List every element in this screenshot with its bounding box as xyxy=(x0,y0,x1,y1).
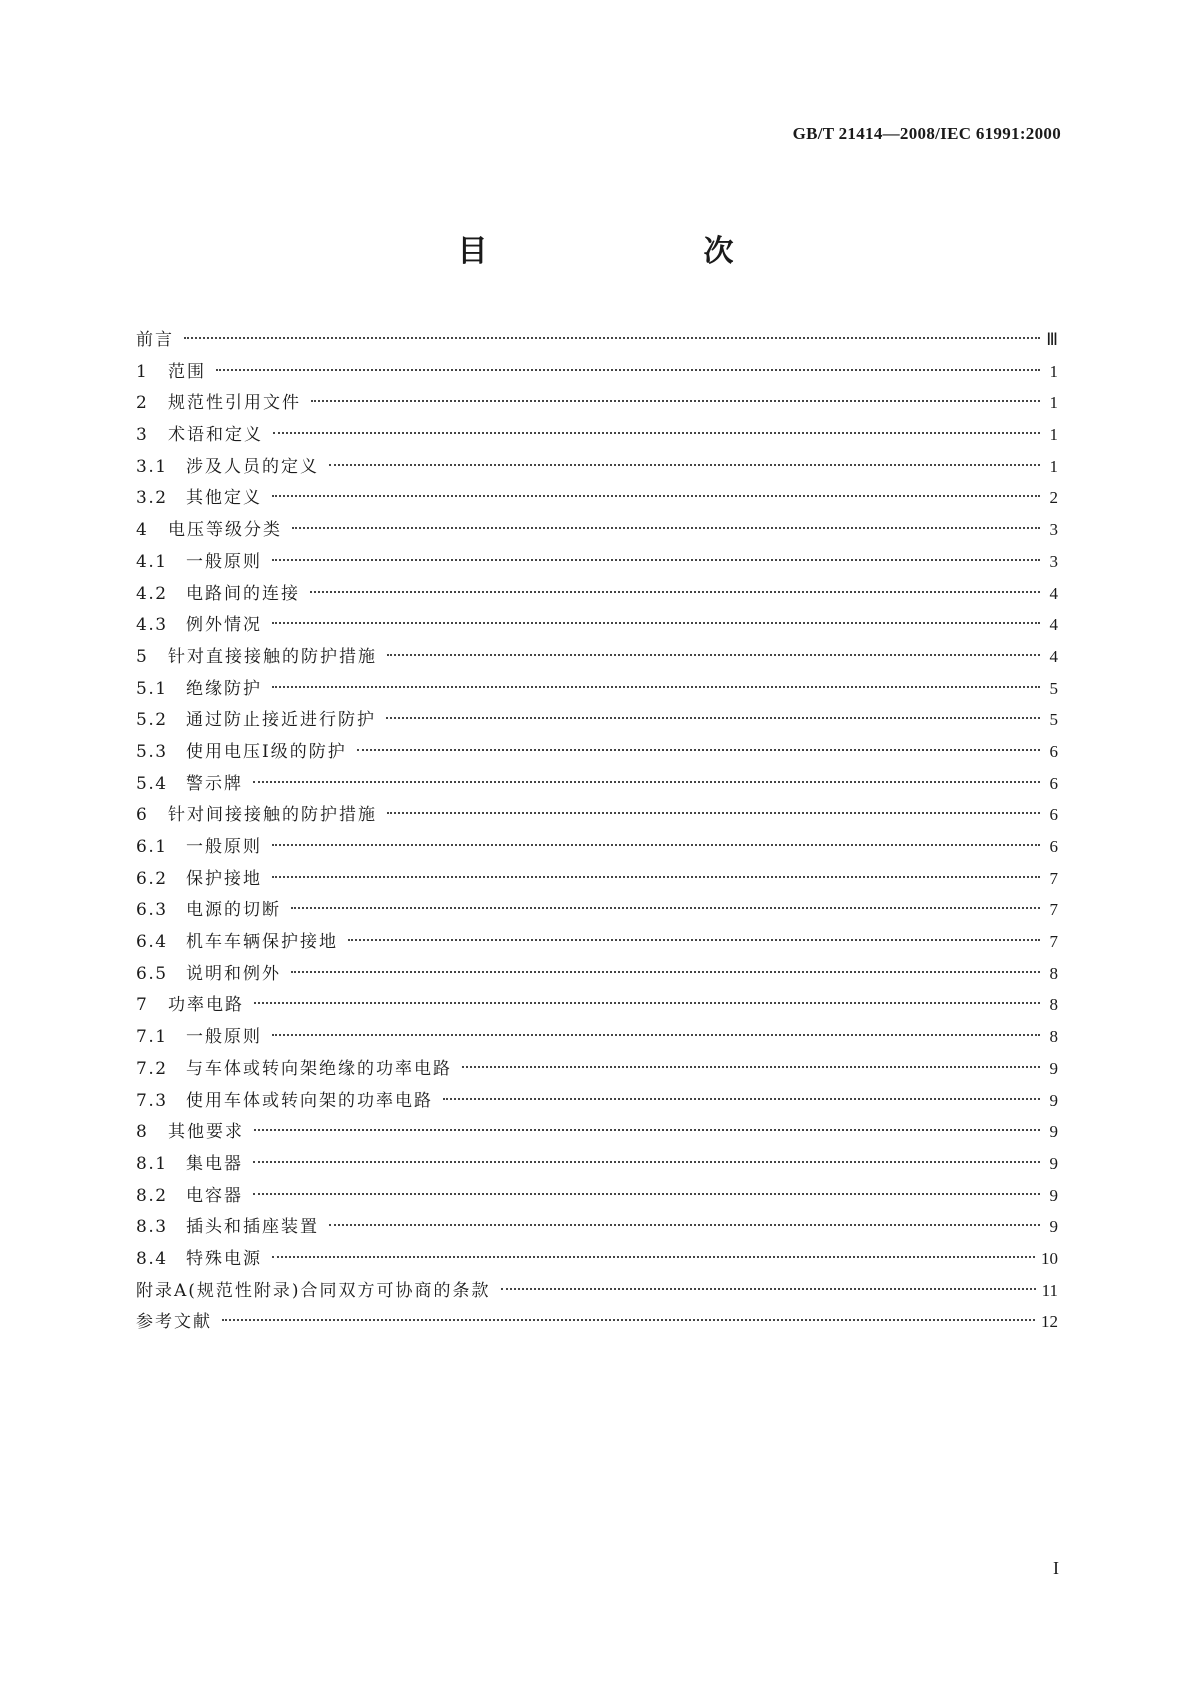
toc-entry-page: Ⅲ xyxy=(1046,330,1058,349)
toc-entry-label: 插头和插座装置 xyxy=(186,1217,319,1238)
dot-leader xyxy=(272,1034,1040,1036)
toc-entry[interactable] xyxy=(136,863,1058,895)
toc-entry[interactable] xyxy=(136,451,1058,483)
toc-entry-page: 9 xyxy=(1049,1185,1058,1205)
standard-code: GB/T 21414—2008/IEC 61991:2000 xyxy=(792,124,1061,143)
toc-entry[interactable] xyxy=(136,609,1058,641)
toc-entry-page: 7 xyxy=(1049,900,1058,920)
toc-entry-number: 8 xyxy=(136,1122,149,1143)
toc-entry-page: 9 xyxy=(1049,1122,1058,1142)
toc-entry-label: 使用电压Ⅰ级的防护 xyxy=(186,741,347,762)
dot-leader xyxy=(253,1193,1040,1195)
toc-entry-page: 8 xyxy=(1049,995,1058,1015)
dot-leader xyxy=(387,812,1040,814)
toc-entry[interactable] xyxy=(136,989,1058,1021)
toc-entry-label: 其他要求 xyxy=(168,1122,244,1143)
dot-leader xyxy=(387,654,1040,656)
toc-entry[interactable] xyxy=(136,387,1058,419)
toc-entry-page: 4 xyxy=(1049,646,1058,666)
toc-entry-page: 3 xyxy=(1049,551,1058,571)
toc-entry[interactable] xyxy=(136,419,1058,451)
toc-entry-label: 规范性引用文件 xyxy=(168,393,301,414)
toc-entry-number: 5.1 xyxy=(136,678,168,699)
toc-entry-label: 功率电路 xyxy=(168,995,244,1016)
toc-entry-number: 5.2 xyxy=(136,710,168,731)
toc-entry-page: 4 xyxy=(1049,615,1058,635)
dot-leader xyxy=(329,1224,1040,1226)
dot-leader xyxy=(462,1066,1040,1068)
dot-leader xyxy=(254,1129,1040,1131)
dot-leader xyxy=(273,432,1040,434)
dot-leader xyxy=(222,1319,1035,1321)
toc-entry[interactable] xyxy=(136,1243,1058,1275)
dot-leader xyxy=(253,1161,1040,1163)
toc-entry-label: 范围 xyxy=(168,361,206,382)
toc-entry-page: 4 xyxy=(1049,583,1058,603)
toc-entry-label: 一般原则 xyxy=(186,1027,262,1048)
toc-entry-number: 6 xyxy=(136,805,149,826)
toc-entry-label: 集电器 xyxy=(186,1153,243,1174)
toc-entry[interactable] xyxy=(136,799,1058,831)
toc-entry-number: 7.2 xyxy=(136,1058,168,1079)
toc-entry[interactable] xyxy=(136,1116,1058,1148)
toc-entry-page: 6 xyxy=(1049,741,1058,761)
toc-entry-page: 6 xyxy=(1049,773,1058,793)
toc-entry-label: 一般原则 xyxy=(186,551,262,572)
toc-entry-page: 8 xyxy=(1049,963,1058,983)
dot-leader xyxy=(386,717,1040,719)
toc-entry-page: 1 xyxy=(1049,425,1058,445)
toc-entry-page: 9 xyxy=(1049,1090,1058,1110)
dot-leader xyxy=(272,495,1040,497)
toc-entry-label: 通过防止接近进行防护 xyxy=(186,710,376,731)
toc-entry-page: 2 xyxy=(1049,488,1058,508)
toc-entry-page: 3 xyxy=(1049,520,1058,540)
toc-entry-number: 6.4 xyxy=(136,932,168,953)
dot-leader xyxy=(357,749,1040,751)
toc-entry-page: 7 xyxy=(1049,932,1058,952)
toc-entry-number: 2 xyxy=(136,393,149,414)
toc-entry-number: 8.4 xyxy=(136,1248,168,1269)
dot-leader xyxy=(291,907,1040,909)
toc-entry[interactable] xyxy=(136,1021,1058,1053)
toc-entry-number: 8.1 xyxy=(136,1153,168,1174)
toc-entry[interactable] xyxy=(136,1306,1058,1338)
dot-leader xyxy=(272,559,1040,561)
toc-entry-label: 前言 xyxy=(136,330,174,350)
toc-entry[interactable] xyxy=(136,894,1058,926)
toc-entry-label: 电源的切断 xyxy=(186,900,281,921)
toc-entry[interactable] xyxy=(136,1148,1058,1180)
toc-entry-number: 8.2 xyxy=(136,1185,168,1206)
toc-entry-label: 针对直接接触的防护措施 xyxy=(168,646,377,667)
toc-entry[interactable] xyxy=(136,578,1058,610)
toc-entry-label: 术语和定义 xyxy=(168,425,263,446)
toc-entry[interactable] xyxy=(136,1275,1058,1307)
dot-leader xyxy=(272,686,1040,688)
toc-entry-label: 附录A(规范性附录)合同双方可协商的条款 xyxy=(136,1280,491,1301)
toc-entry-label: 参考文献 xyxy=(136,1312,212,1333)
toc-entry[interactable] xyxy=(136,926,1058,958)
toc-entry-label: 电路间的连接 xyxy=(186,583,300,604)
toc-entry[interactable] xyxy=(136,1180,1058,1212)
toc-entry-number: 4.3 xyxy=(136,615,168,636)
toc-entry-label: 一般原则 xyxy=(186,837,262,857)
toc-entry-number: 7 xyxy=(136,995,149,1016)
dot-leader xyxy=(291,971,1040,973)
toc-entry-number: 5.3 xyxy=(136,741,168,762)
toc-entry-label: 电容器 xyxy=(186,1185,243,1206)
toc-entry[interactable] xyxy=(136,958,1058,990)
dot-leader xyxy=(272,1256,1035,1258)
toc-entry-label: 警示牌 xyxy=(186,773,243,794)
dot-leader xyxy=(253,781,1040,783)
toc-entry-label: 说明和例外 xyxy=(186,963,281,984)
toc-entry-label: 机车车辆保护接地 xyxy=(186,932,338,953)
toc-entry-page: 1 xyxy=(1049,456,1058,476)
toc-title: 目 次 xyxy=(457,234,786,269)
toc-entry-page: 9 xyxy=(1049,1058,1058,1078)
toc-entry-label: 使用车体或转向架的功率电路 xyxy=(186,1090,433,1111)
toc-entry-page: 6 xyxy=(1049,805,1058,825)
toc-entry[interactable] xyxy=(136,673,1058,705)
toc-entry[interactable] xyxy=(136,831,1058,863)
dot-leader xyxy=(216,369,1040,371)
toc-entry-number: 6.5 xyxy=(136,963,168,984)
toc-entry-label: 与车体或转向架绝缘的功率电路 xyxy=(186,1058,452,1079)
toc-entry-number: 6.3 xyxy=(136,900,168,921)
toc-entry-page: 8 xyxy=(1049,1027,1058,1047)
dot-leader xyxy=(292,527,1040,529)
toc-entry-label: 涉及人员的定义 xyxy=(186,456,319,477)
toc-entry-page: 9 xyxy=(1049,1153,1058,1173)
toc-entry-page: 11 xyxy=(1041,1280,1058,1300)
toc-entry-number: 3.1 xyxy=(136,456,168,477)
toc-entry[interactable] xyxy=(136,641,1058,673)
toc-entry[interactable] xyxy=(136,514,1058,546)
toc-entry-page: 5 xyxy=(1049,710,1058,730)
toc-entry-number: 4 xyxy=(136,520,149,541)
dot-leader xyxy=(272,622,1040,624)
toc-entry-number: 4.2 xyxy=(136,583,168,604)
dot-leader xyxy=(272,876,1040,878)
toc-entry-number: 5 xyxy=(136,646,149,667)
dot-leader xyxy=(311,400,1040,402)
toc-entry-label: 针对间接接触的防护措施 xyxy=(168,805,377,826)
toc-entry-page: 10 xyxy=(1041,1248,1058,1268)
toc-entry-label: 电压等级分类 xyxy=(168,520,282,541)
toc-entry-number: 8.3 xyxy=(136,1217,168,1238)
toc-entry-label: 其他定义 xyxy=(186,488,262,509)
toc-entry[interactable] xyxy=(136,704,1058,736)
toc-entry[interactable] xyxy=(136,768,1058,800)
dot-leader xyxy=(329,464,1040,466)
toc-entry-label: 绝缘防护 xyxy=(186,678,262,699)
toc-entry-page: 12 xyxy=(1041,1312,1058,1332)
toc-entry-label: 例外情况 xyxy=(186,615,262,636)
dot-leader xyxy=(254,1002,1040,1004)
toc-entry-page: 1 xyxy=(1049,361,1058,381)
toc-entry-page: 5 xyxy=(1049,678,1058,698)
toc-entry[interactable] xyxy=(136,482,1058,514)
page-number: I xyxy=(1053,1558,1059,1578)
dot-leader xyxy=(443,1098,1040,1100)
table-of-contents xyxy=(136,324,1058,1338)
dot-leader xyxy=(310,591,1040,593)
toc-entry-number: 1 xyxy=(136,361,149,382)
toc-entry-page: 1 xyxy=(1049,393,1058,413)
toc-entry-number: 3.2 xyxy=(136,488,168,509)
toc-entry-label: 特殊电源 xyxy=(186,1248,262,1269)
toc-entry[interactable] xyxy=(136,324,1058,356)
toc-entry-number: 6.1 xyxy=(136,837,168,857)
toc-entry-page: 7 xyxy=(1049,868,1058,888)
toc-entry-number: 4.1 xyxy=(136,551,168,572)
toc-entry-page: 9 xyxy=(1049,1217,1058,1237)
dot-leader xyxy=(272,844,1040,846)
dot-leader xyxy=(501,1288,1036,1290)
toc-entry[interactable] xyxy=(136,1053,1058,1085)
toc-entry[interactable] xyxy=(136,546,1058,578)
toc-entry-number: 7.3 xyxy=(136,1090,168,1111)
toc-entry[interactable] xyxy=(136,736,1058,768)
dot-leader xyxy=(184,337,1040,339)
toc-entry-number: 5.4 xyxy=(136,773,168,794)
toc-entry-label: 保护接地 xyxy=(186,868,262,889)
toc-entry-number: 3 xyxy=(136,425,149,446)
toc-entry[interactable] xyxy=(136,1085,1058,1117)
toc-entry[interactable] xyxy=(136,1211,1058,1243)
toc-entry[interactable] xyxy=(136,356,1058,388)
toc-entry-page: 6 xyxy=(1049,837,1058,856)
toc-entry-number: 6.2 xyxy=(136,868,168,889)
dot-leader xyxy=(348,939,1040,941)
toc-entry-number: 7.1 xyxy=(136,1027,168,1048)
